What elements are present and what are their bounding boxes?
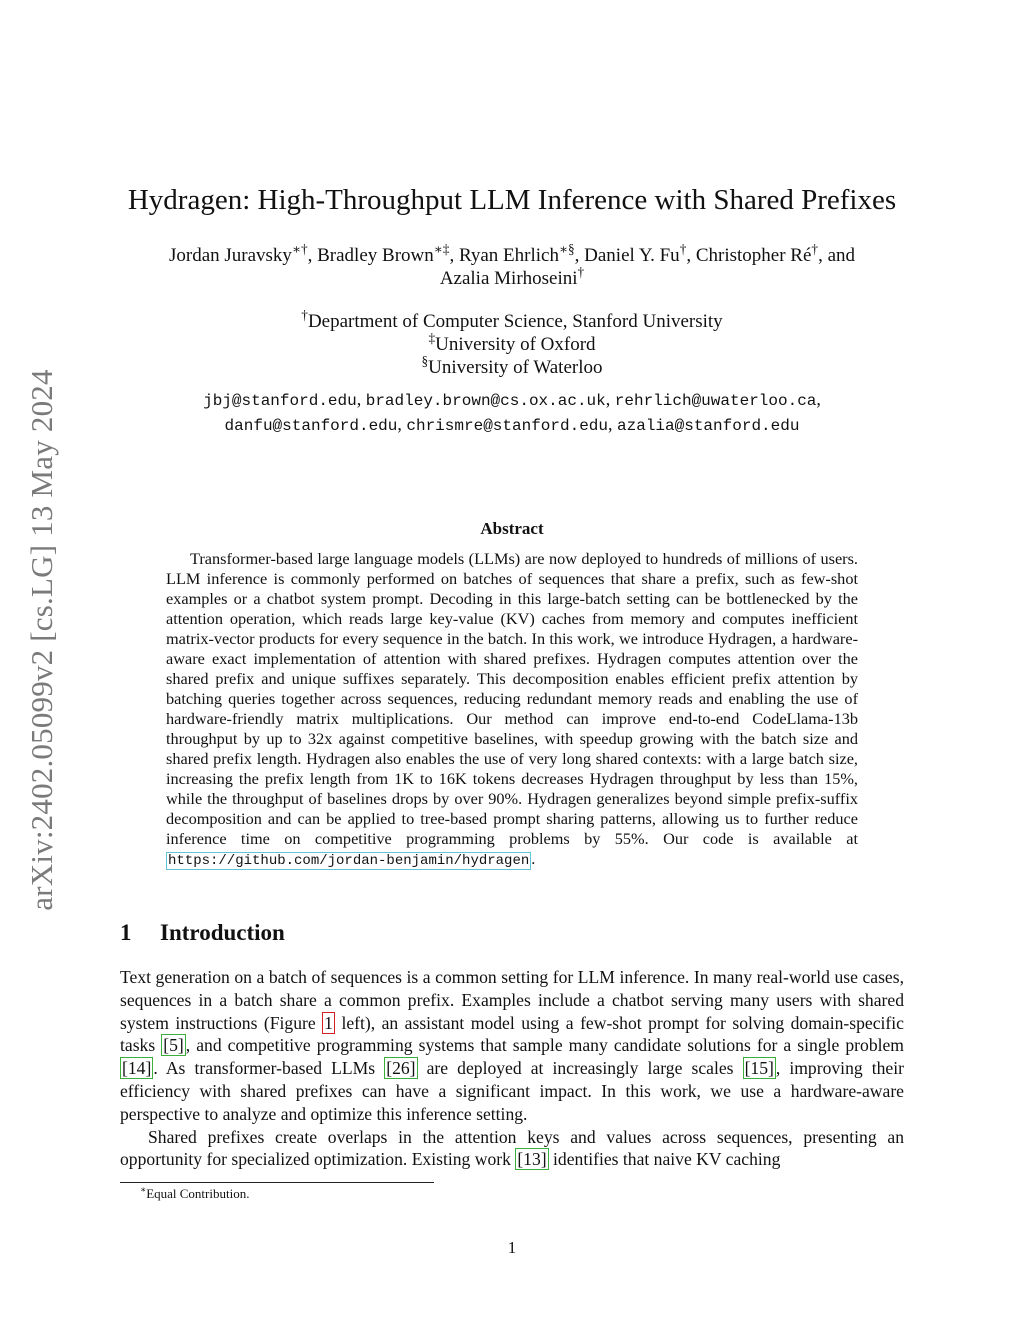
abstract-body: Transformer-based large language models (LLMs) are now deployed to hundreds of millions of users. LLM inference is commonly performed on batches of sequences that share a prefix, such as few-shot examples or a chatbot system prompt. Decoding in this large-batch setting can be bottlenecked by the attention operation, which reads large key-value (KV) caches from memory and computes inefficient matrix-vector products for every sequence in the batch. In this work, we introduce Hydragen, a hardware-aware exact implementation of attention with shared prefixes. Hydragen computes attention over the shared prefix and unique suffixes separately. This decomposition enables efficient prefix attention by batching queries together across sequences, reducing redundant memory reads and enabling the use of hardware-friendly matrix multiplications. Our method can improve end-to-end CodeLlama-13b throughput by up to 32x against competitive baselines, with speedup growing with the batch size and shared prefix length. Hydragen also enables the use of very long shared contexts: with a large batch size, increasing the prefix length from 1K to 16K tokens decreases Hydragen throughput by less than 15%, while the throughput of baselines drops by over 90%. Hydragen generalizes beyond simple prefix-suffix decomposition and can be applied to tree-based prompt sharing patterns, allowing us to further reduce inference time on competitive programming problems by 55%. Our code is available at https://github.com/jordan-benjamin/hydragen . [166,549,858,869]
author: Azalia Mirhoseini [439,268,578,289]
author: Ryan Ehrlich [458,245,559,266]
footnote-rule [120,1182,434,1183]
author: Daniel Y. Fu [584,245,680,266]
paper-title: Hydragen: High-Throughput LLM Inference with Shared Prefixes [127,184,897,216]
author: Christopher Ré [695,245,812,266]
email: rehrlich@uwaterloo.ca [614,392,817,410]
citation-link[interactable]: [26] [386,1058,416,1079]
email: danfu@stanford.edu [224,417,398,435]
introduction-text [120,966,904,1171]
affiliation: ‡University of Oxford [428,330,596,355]
citation-link[interactable]: [15] [744,1058,774,1079]
page-number: 1 [507,1238,517,1257]
section-heading: 1 Introduction [120,920,285,945]
email: jbj@stanford.edu [203,392,357,410]
author: Jordan Juravsky [168,245,292,266]
affiliations [0,307,1024,379]
author-emails: jbj@stanford.edu, bradley.brown@cs.ox.ac.uk, rehrlich@uwaterloo.ca, danfu@stanford.edu, chrismre@stanford.edu, azalia@stanford.edu [203,389,821,435]
footnote: ∗Equal Contribution. [140,1184,250,1201]
figure-ref-link[interactable]: 1 [324,1012,333,1033]
affiliation: §University of Waterloo [421,353,603,378]
citation-link[interactable]: [14] [122,1058,152,1079]
citation-link[interactable]: [13] [517,1149,547,1170]
author: Bradley Brown [317,245,434,266]
abstract-heading: Abstract [480,519,544,538]
arxiv-id: arXiv:2402.05099v2 [cs.LG] 13 May 2024 [24,369,59,911]
affiliation: †Department of Computer Science, Stanford University [301,307,723,332]
paragraph: Text generation on a batch of sequences is a common setting for LLM inference. In many real-world use cases, sequences in a batch share a common prefix. Examples include a chatbot serving many users with shared system instructions (Figure 1 left), an assistant model using a few-shot prompt for solving domain-specific tasks [5] , and competitive programming systems that sample many candidate solutions for a single problem [14] . As transformer-based LLMs [26] are deployed at increasingly large scales [15] , improving their efficiency with shared prefixes can have a significant impact. In this work, we use a hardware-aware perspective to analyze and optimize this inference setting. [120,967,904,1124]
citation-link[interactable]: [5] [163,1035,184,1056]
paragraph: Shared prefixes create overlaps in the attention keys and values across sequences, presenting an opportunity for specialized optimization. Existing work [13] identifies that naive KV caching [120,1126,904,1170]
code-link[interactable]: https://github.com/jordan-benjamin/hydragen [168,853,530,869]
author-list: Jordan Juravsky∗†, Bradley Brown∗‡, Ryan Ehrlich∗§, Daniel Y. Fu†, Christopher Ré†, and Azalia Mirhoseini† [168,241,856,289]
email: chrismre@stanford.edu [406,417,609,435]
email: azalia@stanford.edu [617,417,800,435]
email: bradley.brown@cs.ox.ac.uk [365,392,606,410]
